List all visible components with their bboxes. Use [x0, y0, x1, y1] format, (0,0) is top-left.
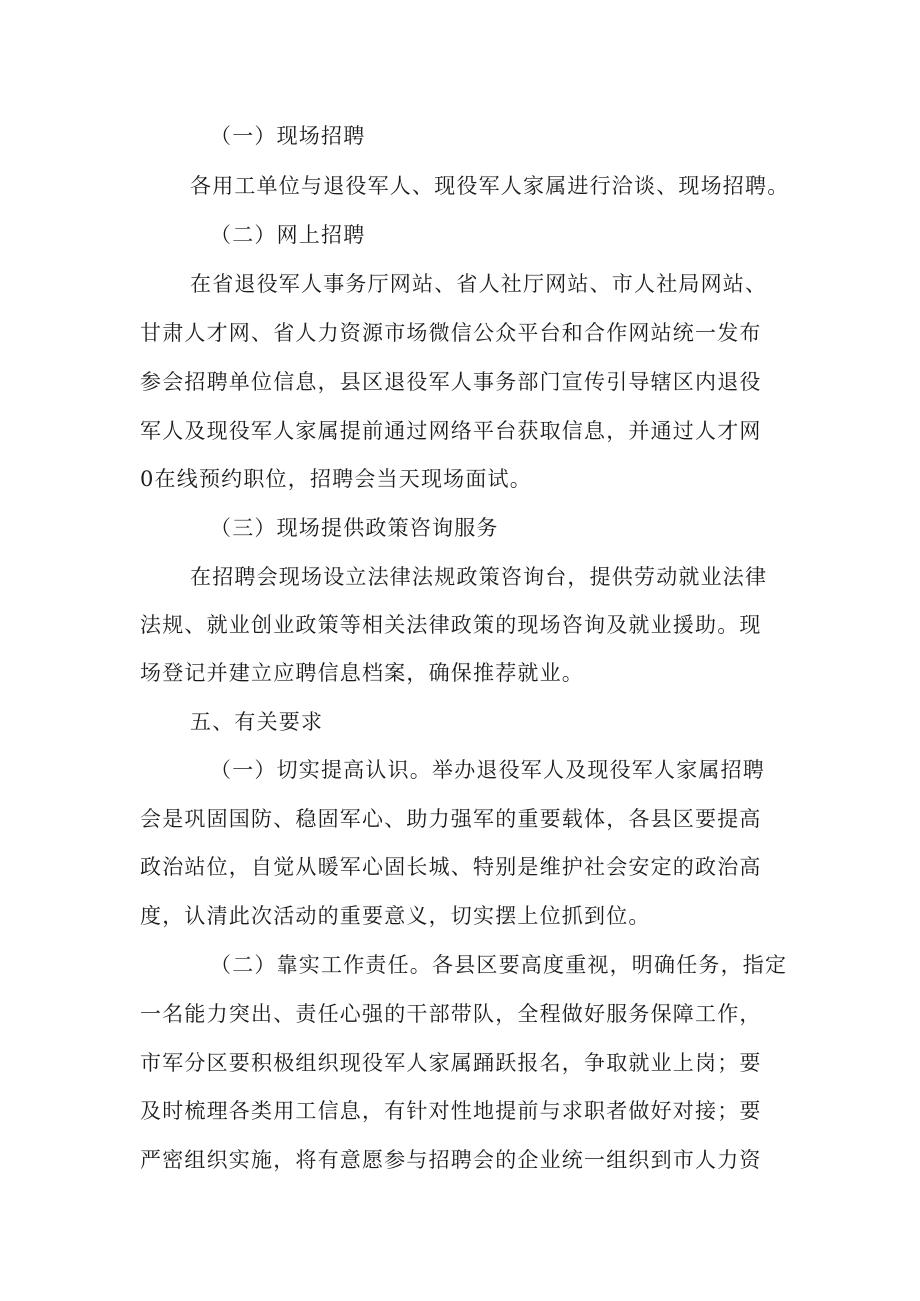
paragraph-line: 甘肃人才网、省人力资源市场微信公众平台和合作网站统一发布: [140, 321, 762, 345]
paragraph-line: 在招聘会现场设立法律法规政策咨询台，提供劳动就业法律: [190, 565, 768, 589]
paragraph-line: 市军分区要积极组织现役军人家属踊跃报名，争取就业上岗；要: [140, 1051, 762, 1075]
subheading-policy-consulting: （三）现场提供政策咨询服务: [210, 516, 499, 540]
paragraph-line: 各用工单位与退役军人、现役军人家属进行洽谈、现场招聘。: [190, 174, 790, 198]
paragraph-line: 参会招聘单位信息，县区退役军人事务部门宣传引导辖区内退役: [140, 370, 762, 394]
paragraph-line: （一）切实提高认识。举办退役军人及现役军人家属招聘: [210, 758, 765, 782]
paragraph-line: 场登记并建立应聘信息档案，确保推荐就业。: [140, 661, 584, 685]
paragraph-line: 严密组织实施，将有意愿参与招聘会的企业统一组织到市人力资: [140, 1148, 762, 1172]
paragraph-line: 一名能力突出、责任心强的干部带队，全程做好服务保障工作，: [140, 1002, 762, 1026]
section-heading-requirements: 五、有关要求: [190, 710, 324, 734]
paragraph-line: 军人及现役军人家属提前通过网络平台获取信息，并通过人才网: [140, 419, 762, 443]
paragraph-line: 度，认清此次活动的重要意义，切实摆上位抓到位。: [140, 904, 651, 928]
paragraph-line: 在省退役军人事务厅网站、省人社厅网站、市人社局网站、: [190, 272, 768, 296]
subheading-online-recruitment: （二）网上招聘: [210, 223, 366, 247]
paragraph-line: 法规、就业创业政策等相关法律政策的现场咨询及就业援助。现: [140, 613, 762, 637]
paragraph-line: 会是巩固国防、稳固军心、助力强军的重要载体，各县区要提高: [140, 807, 762, 831]
paragraph-line: 政治站位，自觉从暖军心固长城、特别是维护社会安定的政治高: [140, 855, 762, 879]
paragraph-line: （二）靠实工作责任。各县区要高度重视，明确任务，指定: [210, 953, 788, 977]
paragraph-line: 0在线预约职位，招聘会当天现场面试。: [140, 467, 532, 491]
subheading-onsite-recruitment: （一）现场招聘: [210, 124, 366, 148]
paragraph-line: 及时梳理各类用工信息，有针对性地提前与求职者做好对接；要: [140, 1099, 762, 1123]
